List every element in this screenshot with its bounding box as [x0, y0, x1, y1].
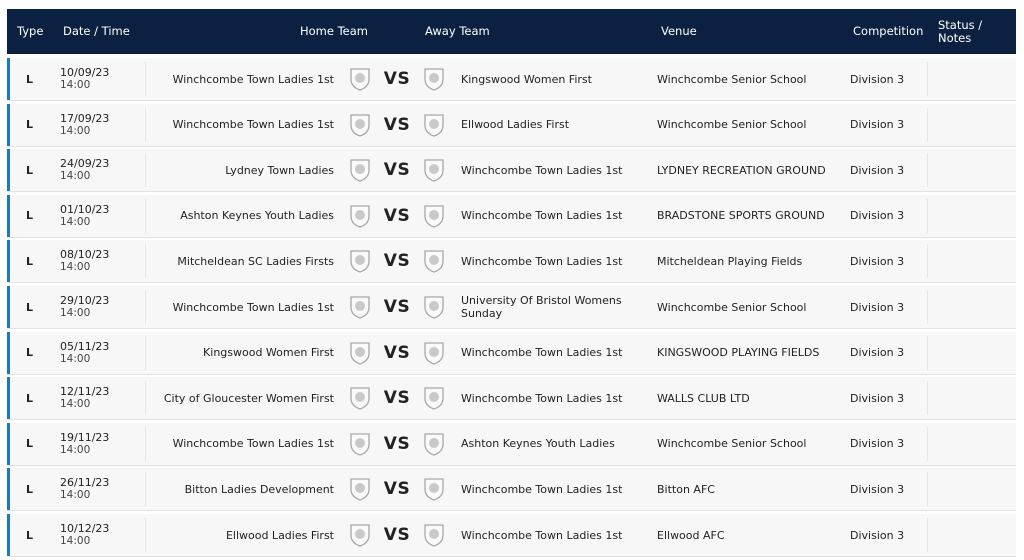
away-team-name[interactable]: Winchcombe Town Ladies 1st [461, 482, 623, 496]
versus-label: VS [383, 433, 411, 454]
club-shield-icon [423, 432, 445, 456]
row-accent-bar [7, 377, 10, 419]
away-team-name[interactable]: Winchcombe Town Ladies 1st [461, 163, 623, 177]
versus-label: VS [383, 205, 411, 226]
column-divider [927, 518, 928, 552]
away-team-name[interactable]: Winchcombe Town Ladies 1st [461, 254, 623, 268]
fixture-datetime [60, 423, 109, 465]
versus-label: VS [383, 342, 411, 363]
fixture-time: 14:00 [60, 352, 91, 365]
row-accent-bar [7, 423, 10, 465]
home-team-name[interactable]: Ellwood Ladies First [225, 528, 334, 542]
row-accent-bar [7, 240, 10, 282]
row-accent-bar [7, 58, 10, 100]
fixture-date: 10/12/23 [60, 522, 110, 535]
away-team-name[interactable]: Kingswood Women First [461, 72, 592, 86]
status-notes [935, 423, 1010, 465]
fixture-row[interactable] [7, 332, 1016, 375]
home-team-name[interactable]: Winchcombe Town Ladies 1st [172, 72, 334, 86]
header-type: Type [17, 24, 44, 38]
fixture-type: L [26, 209, 34, 223]
club-shield-icon [423, 295, 445, 319]
fixture-time: 14:00 [60, 443, 91, 456]
fixture-datetime [60, 286, 109, 328]
versus-label: VS [383, 479, 411, 500]
competition-name: Division 3 [850, 528, 905, 542]
fixture-type: L [26, 437, 34, 451]
column-divider [927, 153, 928, 187]
fixture-datetime [60, 149, 109, 191]
fixture-datetime [60, 58, 109, 100]
fixture-type: L [26, 118, 34, 132]
away-team-name[interactable]: University Of Bristol Womens Sunday [461, 294, 622, 320]
fixture-date: 29/10/23 [60, 294, 110, 307]
fixture-datetime [60, 104, 109, 146]
fixture-datetime [60, 377, 109, 419]
club-shield-icon [423, 113, 445, 137]
competition-name: Division 3 [850, 209, 905, 223]
fixture-type: L [26, 72, 34, 86]
fixture-row[interactable] [7, 286, 1016, 329]
header-venue: Venue [661, 24, 697, 38]
fixture-date: 05/11/23 [60, 339, 110, 353]
fixture-time: 14:00 [60, 124, 91, 137]
row-accent-bar [7, 514, 10, 556]
competition-name: Division 3 [850, 163, 905, 177]
fixture-time: 14:00 [60, 215, 91, 228]
fixture-type: L [26, 482, 34, 496]
fixture-type: L [26, 254, 34, 268]
competition-name: Division 3 [850, 346, 905, 360]
away-team-name[interactable]: Winchcombe Town Ladies 1st [461, 528, 623, 542]
row-accent-bar [7, 286, 10, 328]
versus-label: VS [383, 297, 411, 317]
fixture-time: 14:00 [60, 489, 91, 502]
column-divider [145, 108, 146, 142]
fixture-type: L [26, 528, 34, 542]
column-divider [145, 381, 146, 415]
fixture-row[interactable] [7, 240, 1016, 283]
competition-name: Division 3 [850, 254, 905, 268]
fixture-time: 14:00 [60, 79, 91, 91]
status-notes [935, 195, 1010, 237]
fixture-date: 24/09/23 [60, 157, 110, 171]
club-shield-icon [349, 249, 371, 273]
column-divider [927, 199, 928, 233]
fixture-type: L [26, 163, 34, 177]
status-notes [935, 240, 1010, 282]
away-team-name[interactable]: Winchcombe Town Ladies 1st [461, 209, 623, 223]
fixture-date: 26/11/23 [60, 476, 110, 490]
status-notes [935, 514, 1010, 556]
column-divider [145, 62, 146, 96]
fixture-date: 12/11/23 [60, 385, 110, 399]
club-shield-icon [423, 249, 445, 273]
competition-name: Division 3 [850, 300, 905, 314]
away-team-name[interactable]: Winchcombe Town Ladies 1st [461, 391, 623, 405]
fixture-type: L [26, 300, 34, 314]
fixture-date: 01/10/23 [60, 202, 110, 216]
column-divider [927, 290, 928, 324]
fixture-row[interactable] [7, 468, 1016, 511]
fixture-date: 17/09/23 [60, 111, 110, 125]
competition-name: Division 3 [850, 391, 905, 405]
column-divider [145, 518, 146, 552]
club-shield-icon [349, 158, 371, 182]
home-team-name[interactable]: Bitton Ladies Development [184, 482, 334, 496]
fixture-date: 08/10/23 [60, 248, 110, 262]
club-shield-icon [423, 67, 445, 91]
versus-label: VS [383, 388, 411, 409]
venue-name: Bitton AFC [657, 482, 715, 496]
club-shield-icon [349, 204, 371, 228]
fixture-datetime [60, 514, 109, 556]
home-team-name[interactable]: Lydney Town Ladies [225, 163, 334, 177]
venue-name: Winchcombe Senior School [657, 300, 807, 314]
home-team-name[interactable]: Ashton Keynes Youth Ladies [180, 209, 334, 223]
status-notes [935, 332, 1010, 374]
fixture-time: 14:00 [60, 170, 91, 183]
fixture-datetime [60, 195, 109, 237]
column-divider [145, 244, 146, 278]
venue-name: Winchcombe Senior School [657, 437, 807, 451]
column-divider [927, 381, 928, 415]
fixture-datetime [60, 240, 109, 282]
fixture-type: L [26, 346, 34, 360]
competition-name: Division 3 [850, 118, 905, 132]
home-team-name[interactable]: Kingswood Women First [203, 346, 334, 360]
venue-name: Winchcombe Senior School [657, 72, 807, 86]
column-divider [145, 472, 146, 506]
header-status [938, 9, 982, 54]
status-notes [935, 104, 1010, 146]
home-team-name[interactable]: Winchcombe Town Ladies 1st [172, 300, 334, 314]
row-accent-bar [7, 149, 10, 191]
club-shield-icon [349, 477, 371, 501]
column-divider [927, 244, 928, 278]
column-divider [927, 62, 928, 96]
fixture-row[interactable] [7, 149, 1016, 192]
header-datetime: Date / Time [63, 24, 130, 38]
fixture-time: 14:00 [60, 398, 91, 411]
competition-name: Division 3 [850, 72, 905, 86]
venue-name: Mitcheldean Playing Fields [657, 254, 803, 268]
club-shield-icon [349, 113, 371, 137]
fixture-row[interactable] [7, 377, 1016, 420]
status-notes [935, 468, 1010, 510]
fixture-row[interactable] [7, 423, 1016, 466]
fixture-datetime [60, 468, 109, 510]
competition-name: Division 3 [850, 437, 905, 451]
fixture-datetime [60, 332, 109, 374]
column-divider [927, 472, 928, 506]
status-notes [935, 286, 1010, 328]
fixture-row[interactable] [7, 195, 1016, 238]
fixture-row[interactable] [7, 514, 1016, 557]
header-home-team: Home Team [299, 24, 368, 38]
versus-label: VS [383, 69, 411, 89]
club-shield-icon [423, 523, 445, 547]
status-notes [935, 377, 1010, 419]
club-shield-icon [349, 341, 371, 365]
table-header [7, 9, 1016, 54]
column-divider [927, 336, 928, 370]
club-shield-icon [349, 523, 371, 547]
fixture-date: 10/09/23 [60, 66, 110, 79]
column-divider [145, 199, 146, 233]
club-shield-icon [349, 67, 371, 91]
club-shield-icon [423, 204, 445, 228]
header-competition: Competition [853, 24, 924, 38]
club-shield-icon [423, 386, 445, 410]
venue-name: KINGSWOOD PLAYING FIELDS [657, 346, 820, 360]
away-team-name[interactable]: Ellwood Ladies First [461, 118, 570, 132]
versus-label: VS [383, 114, 411, 135]
versus-label: VS [383, 251, 411, 272]
venue-name: BRADSTONE SPORTS GROUND [657, 209, 825, 223]
home-team-name[interactable]: Winchcombe Town Ladies 1st [172, 437, 334, 451]
away-team-name[interactable]: Ashton Keynes Youth Ladies [461, 437, 615, 451]
club-shield-icon [423, 477, 445, 501]
club-shield-icon [349, 432, 371, 456]
row-accent-bar [7, 195, 10, 237]
header-away-team: Away Team [425, 24, 490, 38]
fixture-date: 19/11/23 [60, 430, 110, 444]
column-divider [145, 427, 146, 461]
venue-name: WALLS CLUB LTD [657, 391, 750, 405]
header-status-line2: Notes [938, 30, 972, 45]
venue-name: Winchcombe Senior School [657, 118, 807, 132]
home-team-name[interactable]: City of Gloucester Women First [163, 391, 334, 405]
fixture-row[interactable] [7, 58, 1016, 101]
venue-name: LYDNEY RECREATION GROUND [657, 163, 826, 177]
venue-name: Ellwood AFC [657, 528, 725, 542]
club-shield-icon [349, 295, 371, 319]
column-divider [145, 153, 146, 187]
home-team-name[interactable]: Mitcheldean SC Ladies Firsts [177, 254, 334, 268]
header-status-line1: Status / [938, 17, 983, 32]
home-team-name[interactable]: Winchcombe Town Ladies 1st [172, 118, 334, 132]
away-team-name[interactable]: Winchcombe Town Ladies 1st [461, 346, 623, 360]
club-shield-icon [349, 386, 371, 410]
column-divider [927, 427, 928, 461]
row-accent-bar [7, 332, 10, 374]
fixture-time: 14:00 [60, 307, 91, 319]
competition-name: Division 3 [850, 482, 905, 496]
column-divider [145, 336, 146, 370]
column-divider [145, 290, 146, 324]
status-notes [935, 58, 1010, 100]
row-accent-bar [7, 468, 10, 510]
status-notes [935, 149, 1010, 191]
versus-label: VS [383, 160, 411, 181]
column-divider [927, 108, 928, 142]
club-shield-icon [423, 341, 445, 365]
versus-label: VS [383, 525, 411, 545]
row-accent-bar [7, 104, 10, 146]
fixture-time: 14:00 [60, 535, 91, 547]
club-shield-icon [423, 158, 445, 182]
fixture-type: L [26, 391, 34, 405]
fixture-row[interactable] [7, 104, 1016, 147]
fixture-time: 14:00 [60, 261, 91, 274]
